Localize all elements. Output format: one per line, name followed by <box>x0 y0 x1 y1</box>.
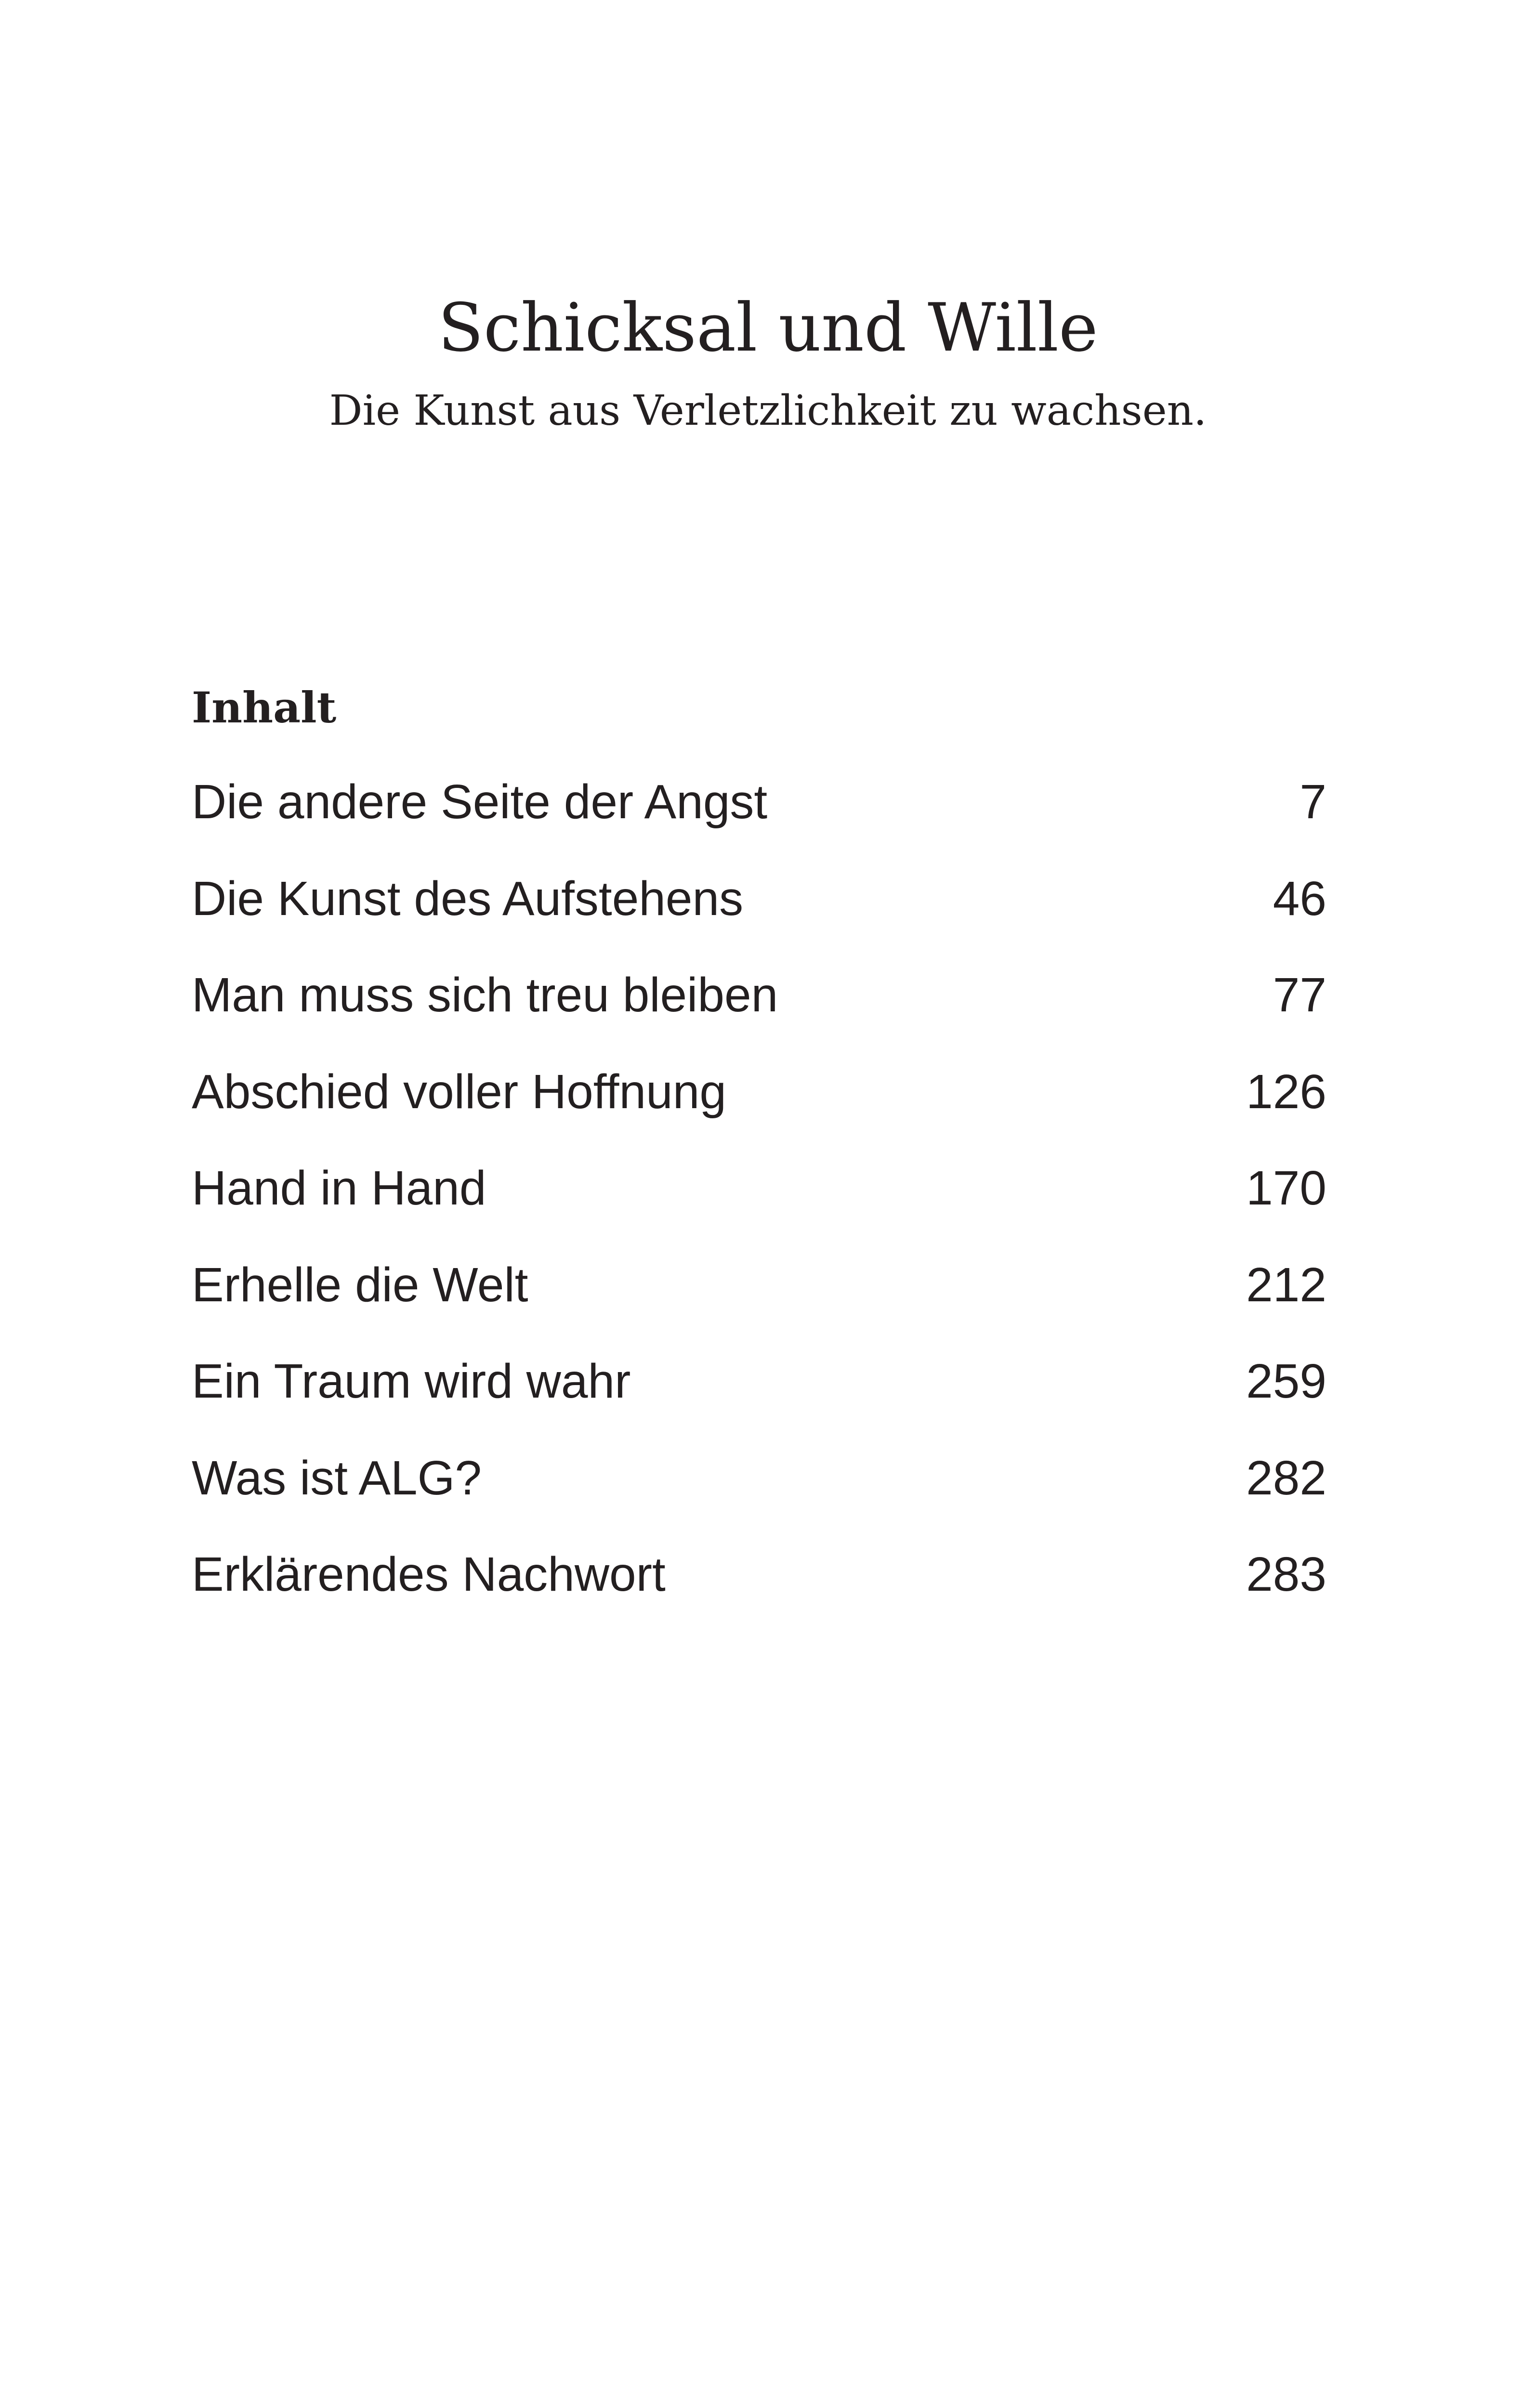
toc-entry-title: Man muss sich treu bleiben <box>192 968 778 1022</box>
toc-entry-page: 126 <box>1246 1064 1326 1119</box>
toc-entry <box>192 1161 1326 1261</box>
toc-entry-title: Erhelle die Welt <box>192 1257 528 1312</box>
toc-entry-page: 259 <box>1246 1354 1326 1408</box>
toc-entry-title: Die Kunst des Aufstehens <box>192 871 744 926</box>
toc-heading: Inhalt <box>192 682 337 733</box>
toc-entry <box>192 1547 1326 1647</box>
toc-entry-page: 283 <box>1246 1547 1326 1601</box>
toc-entry-page: 170 <box>1246 1161 1326 1215</box>
toc-entry-title: Was ist ALG? <box>192 1451 482 1505</box>
toc-entry-title: Erklärendes Nachwort <box>192 1547 666 1601</box>
table-of-contents <box>192 775 1326 1647</box>
toc-entry-title: Ein Traum wird wahr <box>192 1354 631 1408</box>
toc-entry <box>192 775 1326 875</box>
toc-entry-page: 282 <box>1246 1451 1326 1505</box>
book-title: Schicksal und Wille <box>438 289 1098 366</box>
toc-entry <box>192 1451 1326 1551</box>
toc-entry-title: Hand in Hand <box>192 1161 486 1215</box>
book-subtitle: Die Kunst aus Verletzlichkeit zu wachsen. <box>329 387 1207 435</box>
toc-entry <box>192 1064 1326 1165</box>
toc-entry-title: Abschied voller Hoffnung <box>192 1064 726 1119</box>
toc-entry-page: 212 <box>1246 1257 1326 1312</box>
toc-entry <box>192 1257 1326 1358</box>
toc-entry <box>192 871 1326 971</box>
toc-entry <box>192 1354 1326 1454</box>
toc-entry-page: 7 <box>1300 775 1326 829</box>
toc-entry-page: 77 <box>1273 968 1326 1022</box>
toc-entry-page: 46 <box>1273 871 1326 926</box>
toc-entry-title: Die andere Seite der Angst <box>192 775 768 829</box>
toc-entry <box>192 968 1326 1068</box>
